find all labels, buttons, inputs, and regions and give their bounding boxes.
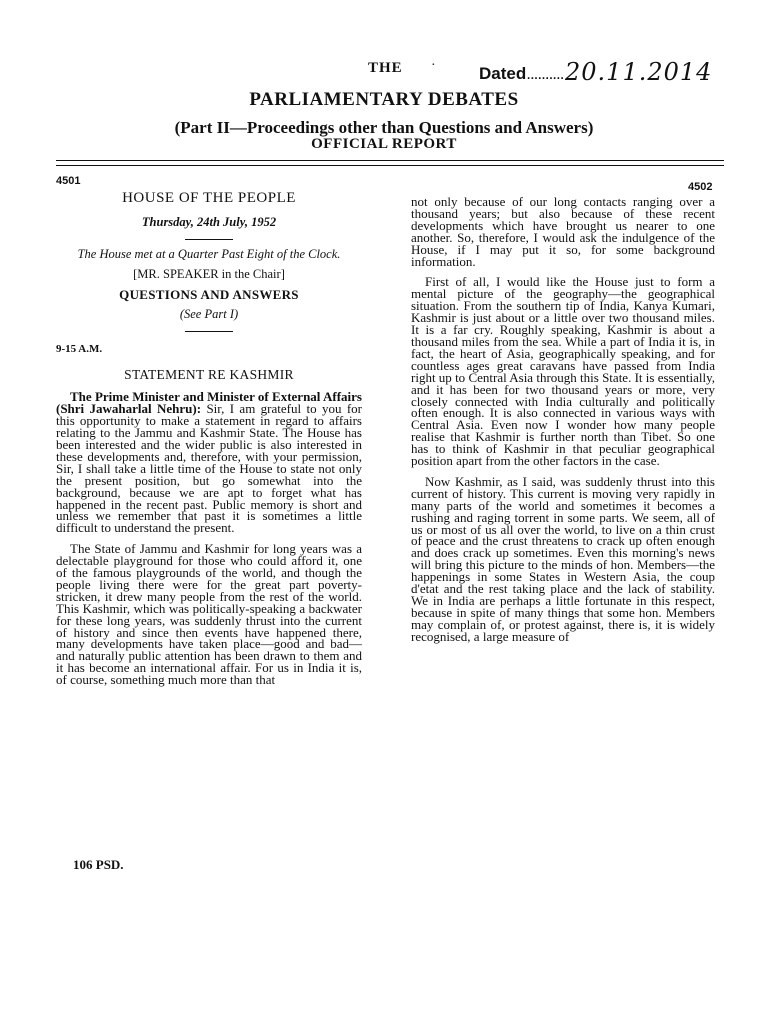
header-the: THE xyxy=(368,60,403,76)
see-part-note: (See Part I) xyxy=(179,306,239,321)
dated-label: Dated xyxy=(479,64,527,83)
sitting-date: Thursday, 24th July, 1952 xyxy=(141,214,277,229)
document-subtitle: (Part II—Proceedings other than Questions and Answers) xyxy=(174,118,594,137)
house-met-note: The House met at a Quarter Past Eight of the Clock. xyxy=(77,246,341,261)
time-stamp: 9-15 A.M. xyxy=(56,342,103,355)
right-column xyxy=(411,196,715,643)
questions-answers-heading: QUESTIONS AND ANSWERS xyxy=(119,286,299,302)
dated-dots: .......... xyxy=(526,64,564,83)
divider xyxy=(185,331,233,332)
handwritten-date: 20.11.2014 xyxy=(565,58,713,86)
page-number-right: 4502 xyxy=(688,181,713,193)
page-number-left: 4501 xyxy=(56,175,81,187)
speech-paragraph: Now Kashmir, as I said, was suddenly thrust into this current of history. This current is moving very rapidly in many parts of the world and sometimes it becomes a rushing and raging torrent in some parts. We seem, all of us or most of us all over the world, to live on a thin crust of peace and the crust threatens to crack up often enough and does crack up sometimes. Even this morning's news will bring this picture to the minds of hon. Members—the happenings in some States in Western Asia, the coup d'etat and the rest taking place and the lack of stability. We in India are perhaps a little fortunate in this respect, because in spite of many things that some hon. Members may complain of, or protest against, there is, it is widely recognised, a large measure of xyxy=(411,473,715,644)
official-report-heading: OFFICIAL REPORT xyxy=(311,136,457,152)
speech-paragraph: First of all, I would like the House just to form a mental picture of the geography—the geographical situation. From the southern tip of India, Kanya Kumari, Kashmir is just about or a little over two thousand miles. It is a far cry. Roughly speaking, Kashmir is about a thousand miles from the sea. While a part of India it is, in fact, the heart of Asia, geographically speaking, and for countless ages great caravans have passed from India right up to Central Asia through this State. It is essentially, and it has been for two thousand years or more, very closely connected with India culturally and politically often enough. It is also connected in various ways with Central Asia. Even now I wonder how many people realise that Kashmir is further north than Tibet. So one has to think of Kashmir in that peculiar geographical position apart from the other factors in the case. xyxy=(411,274,715,469)
speaker-name: The Prime Minister and Minister of External Affairs (Shri Jawaharlal Nehru): xyxy=(56,389,362,417)
header-dot: · xyxy=(431,58,436,73)
header-rule-bottom xyxy=(56,165,724,166)
header-rule-top xyxy=(56,160,724,161)
speech-paragraph: The State of Jammu and Kashmir for long years was a delectable playground for those who could afford it, one of the famous playgrounds of the world, and though the people living there were for the great part poverty-stricken, it drew many people from the rest of the world. This Kashmir, which was politically-speaking a backwater for these long years, was suddenly thrust into the current of history and since then events have happened there, many developments have taken place—good and bad—and naturally public attention has been drawn to them and it has become an international affair. For us in India it is, of course, something much more than that xyxy=(56,541,362,688)
speech-paragraph: not only because of our long contacts ranging over a thousand years; but also because of these recent developments which have brought us nearer to one another. So, therefore, I would ask the indulgence of the House, if I may put it so, for some background information. xyxy=(411,194,715,269)
speech-text: Sir, I am grateful to you for this opportunity to make a statement in regard to affairs relating to the Jammu and Kashmir State. The House has been interested and the wider public is also interested in these developments and, therefore, with your permission, Sir, I shall take a little time of the House to state not only the present position, but go somewhat into the background, because we are apt to forget what has happened in the recent past. Public memory is short and unless we remember that past it is sometimes a little difficult to understand the present. xyxy=(56,401,362,536)
print-code-footer: 106 PSD. xyxy=(73,857,124,872)
house-heading: HOUSE OF THE PEOPLE xyxy=(122,190,296,206)
left-column xyxy=(56,190,362,688)
document-title: PARLIAMENTARY DEBATES xyxy=(249,89,519,110)
divider xyxy=(185,239,233,240)
speech-paragraph xyxy=(56,391,362,534)
statement-heading: STATEMENT RE KASHMIR xyxy=(124,367,294,383)
dated-stamp xyxy=(479,64,563,84)
chair-note: [MR. SPEAKER in the Chair] xyxy=(133,266,285,281)
